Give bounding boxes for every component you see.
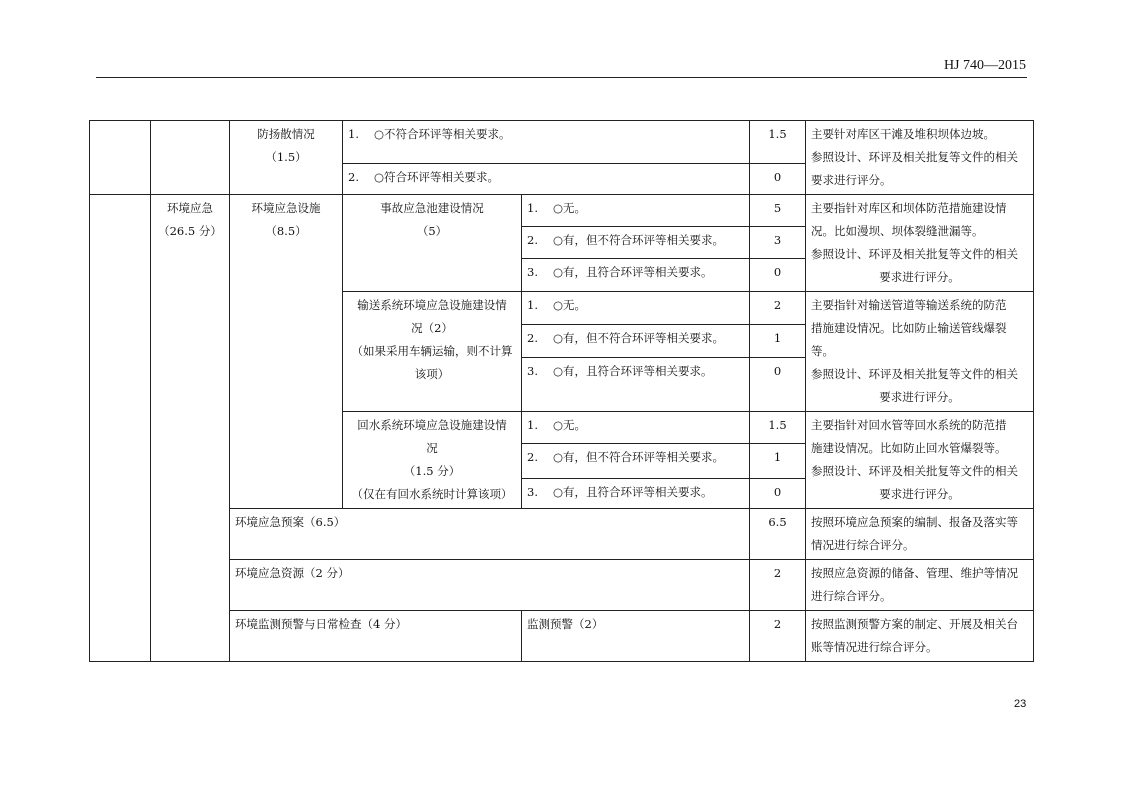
standard-code: HJ 740—2015 — [943, 58, 1026, 73]
scoring-table — [89, 120, 1034, 662]
score-cell: 0 — [750, 164, 806, 195]
transport-system-item: 输送系统环境应急设施建设情 况（2） （如果采用车辆运输，则不计算 该项） — [343, 292, 522, 412]
score-cell: 1.5 — [750, 412, 806, 444]
score-cell: 1 — [750, 444, 806, 478]
option-row: 3. ○有，且符合环评等相关要求。 — [522, 259, 750, 292]
emergency-resources-item: 环境应急资源（2 分） — [230, 560, 750, 611]
left-spacer-cell — [90, 611, 151, 662]
left-spacer-cell — [90, 292, 151, 325]
page-number: 23 — [1014, 698, 1027, 710]
left-spacer-cell — [90, 478, 151, 508]
option-row: 2. ○符合环评等相关要求。 — [343, 164, 750, 195]
left-spacer-cell — [90, 444, 151, 478]
score-cell: 6.5 — [750, 509, 806, 560]
score-cell: 0 — [750, 358, 806, 412]
note-cell: 按照应急资源的储备、管理、维护等情况 进行综合评分。 — [806, 560, 1034, 611]
note-cell: 主要针对库区干滩及堆积坝体边坡。 参照设计、环评及相关批复等文件的相关 要求进行评分。 — [806, 121, 1034, 195]
option-row: 1. ○无。 — [522, 412, 750, 444]
option-row: 2. ○有，但不符合环评等相关要求。 — [522, 227, 750, 259]
left-spacer-cell — [90, 259, 151, 292]
score-cell: 2 — [750, 292, 806, 325]
emergency-category: 环境应急 （26.5 分） — [151, 195, 230, 662]
left-spacer-cell — [90, 227, 151, 259]
note-cell: 主要指针对回水管等回水系统的防范措 施建设情况。比如防止回水管爆裂等。 参照设计、环评及相关批复等文件的相关 要求进行评分。 — [806, 412, 1034, 509]
option-row: 1. ○无。 — [522, 292, 750, 325]
left-spacer-cell — [90, 195, 151, 227]
accident-pool-item: 事故应急池建设情况 （5） — [343, 195, 522, 292]
option-row: 1. ○无。 — [522, 195, 750, 227]
option-row: 3. ○有，且符合环评等相关要求。 — [522, 478, 750, 508]
option-row: 3. ○有，且符合环评等相关要求。 — [522, 358, 750, 412]
left-spacer-cell — [90, 560, 151, 611]
monitoring-sub-item: 监测预警（2） — [522, 611, 750, 662]
note-cell: 主要指针对输送管道等输送系统的防范 措施建设情况。比如防止输送管线爆裂 等。 参照设计、环评及相关批复等文件的相关 要求进行评分。 — [806, 292, 1034, 412]
left-spacer-cell — [90, 412, 151, 444]
header-divider — [96, 77, 1027, 78]
note-cell: 主要指针对库区和坝体防范措施建设情 况。比如漫坝、坝体裂缝泄漏等。 参照设计、环评及相关批复等文件的相关 要求进行评分。 — [806, 195, 1034, 292]
score-cell: 0 — [750, 478, 806, 508]
return-water-item: 回水系统环境应急设施建设情 况 （1.5 分） （仅在有回水系统时计算该项） — [343, 412, 522, 509]
score-cell: 2 — [750, 611, 806, 662]
subcategory-cell-empty — [151, 121, 230, 195]
option-row: 1. ○不符合环评等相关要求。 — [343, 121, 750, 164]
score-cell: 1.5 — [750, 121, 806, 164]
emergency-plan-item: 环境应急预案（6.5） — [230, 509, 750, 560]
option-row: 2. ○有，但不符合环评等相关要求。 — [522, 444, 750, 478]
score-cell: 2 — [750, 560, 806, 611]
left-spacer-cell — [90, 358, 151, 412]
note-cell: 按照监测预警方案的制定、开展及相关台 账等情况进行综合评分。 — [806, 611, 1034, 662]
left-spacer-cell — [90, 509, 151, 560]
category-cell-empty — [90, 121, 151, 195]
score-cell: 3 — [750, 227, 806, 259]
option-row: 2. ○有，但不符合环评等相关要求。 — [522, 325, 750, 358]
left-spacer-cell — [90, 325, 151, 358]
monitoring-item: 环境监测预警与日常检查（4 分） — [230, 611, 522, 662]
score-cell: 0 — [750, 259, 806, 292]
dust-control-item: 防扬散情况 （1.5） — [230, 121, 343, 195]
score-cell: 5 — [750, 195, 806, 227]
score-cell: 1 — [750, 325, 806, 358]
note-cell: 按照环境应急预案的编制、报备及落实等 情况进行综合评分。 — [806, 509, 1034, 560]
emergency-facilities-item: 环境应急设施 （8.5） — [230, 195, 343, 509]
